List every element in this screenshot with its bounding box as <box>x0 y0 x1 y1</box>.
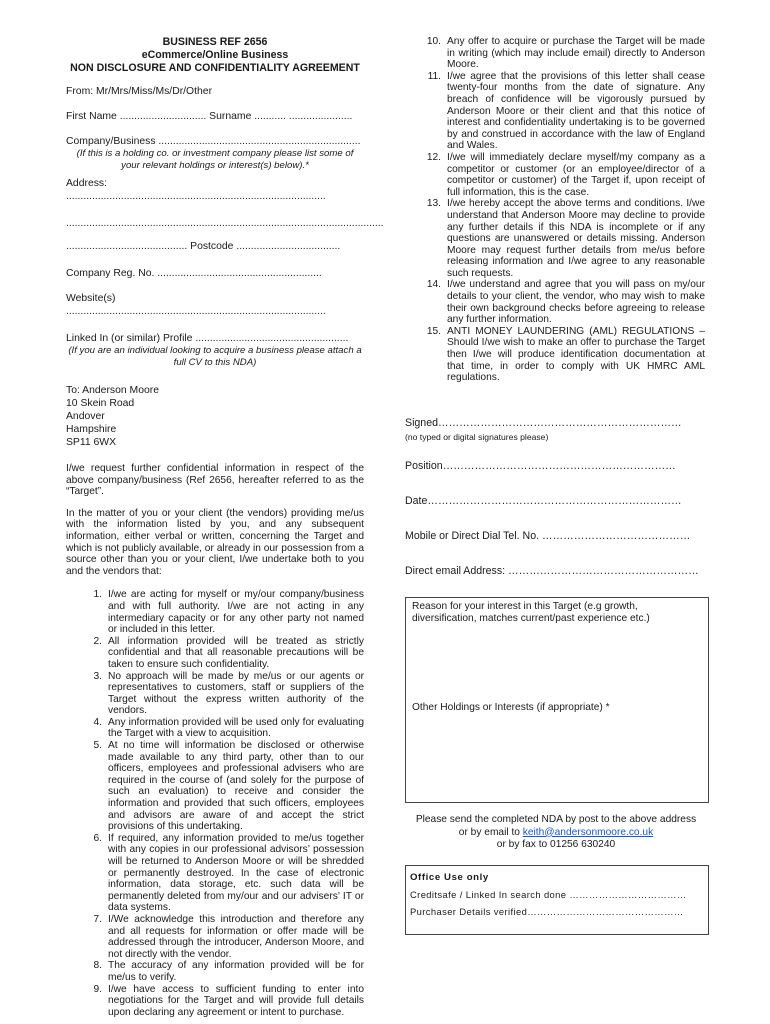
term-number: 12. <box>426 151 441 163</box>
term-number: 8. <box>93 960 102 972</box>
date-field[interactable]: Date……………………………………………………………… <box>405 495 682 507</box>
address-line: Hampshire <box>66 424 117 435</box>
term-text: Any offer to acquire or purchase the Target will be made in writing (which may include email) directly to Anderson Moore. <box>447 36 705 71</box>
left-column <box>66 36 384 1018</box>
term-number: 10. <box>426 36 441 47</box>
term-number: 9. <box>93 983 102 995</box>
purchaser-line: Purchaser Details verified………………………………………… <box>410 906 684 917</box>
term-item <box>66 984 364 1019</box>
term-text: The accuracy of any information provided will be for me/us to verify. <box>108 960 364 983</box>
term-number: 15. <box>426 325 441 337</box>
term-text: I/we have access to sufficient funding to enter into negotiations for the Target and will provide full details upon declaring any agreement or intent to purchase. <box>108 983 364 1018</box>
signed-field[interactable]: Signed…………………………………………………………… <box>405 417 682 429</box>
term-item <box>66 717 364 740</box>
term-text: I/we understand and agree that you will pass on my/our details to your client, the vendor, who may wish to make their own background checks before agreeing to release any further information. <box>447 279 705 326</box>
address-line: SP11 6WX <box>66 437 117 448</box>
term-item <box>405 71 705 152</box>
email-field[interactable]: Direct email Address: ……………………………………………… <box>405 565 699 577</box>
signature-note: (no typed or digital signatures please) <box>405 432 549 442</box>
term-number: 1. <box>93 589 102 601</box>
request-paragraph: I/we request further confidential information in respect of the above company/business (Ref 2656, hereafter referred to as the “Target”. <box>66 463 364 498</box>
address-line: To: Anderson Moore <box>66 385 159 396</box>
term-number: 11. <box>427 70 441 82</box>
term-item <box>405 198 705 279</box>
term-item <box>405 326 705 384</box>
creditsafe-line: Creditsafe / Linked In search done ……………………………… <box>410 889 687 900</box>
term-number: 13. <box>426 198 441 210</box>
address-line2-field[interactable]: .............................................................................................................. <box>66 218 384 229</box>
website-field[interactable]: Website(s) .......................................................................................... <box>66 293 326 317</box>
holdings-label: Other Holdings or Interests (if appropriate) * <box>412 702 610 713</box>
phone-field[interactable]: Mobile or Direct Dial Tel. No. …………………………………… <box>405 530 691 542</box>
term-item <box>405 36 705 71</box>
signature-section <box>405 417 710 578</box>
term-number: 3. <box>93 670 102 682</box>
term-item <box>66 833 364 914</box>
term-text: Any information provided will be used only for evaluating the Target with a view to acquisition. <box>108 716 364 740</box>
term-text: At no time will information be disclosed or otherwise made available to any third party, other than to our officers, employees and professional advisers who are required in the course of (and solely for the purpose of such an evaluation) to receive and consider the information and provided that such officers, employees and advisors are aware of and accept the strict provisions of this undertaking. <box>108 740 364 833</box>
company-reg-field[interactable]: Company Reg. No. ......................................................... <box>66 268 322 279</box>
address-field[interactable]: Address: .......................................................................................... <box>66 178 326 202</box>
send-line2 <box>400 827 712 840</box>
document-subtitle: eCommerce/Online Business <box>141 49 289 61</box>
linkedin-note: (If you are an individual looking to acquire a business please attach a full CV to this NDA) <box>68 345 362 368</box>
term-item <box>66 671 364 717</box>
term-text: If required, any information provided to me/us together with any copies in our professional advisors’ possession will be returned to Anderson Moore or will be shredded or permanently destroyed. In the case of electronic information, data storage, etc. such data will be permanently deleted from my/our and our advisers’ IT or data systems. <box>108 832 364 914</box>
term-item <box>66 914 364 960</box>
term-item <box>405 279 705 325</box>
name-field[interactable]: First Name .............................. Surname ........... ...................... <box>66 111 353 122</box>
term-text: ANTI MONEY LAUNDERING (AML) REGULATIONS – Should I/we wish to make an offer to purchase the Target then I/we will produce identification documentation at that time, in order to comply with UK HMRC AML regulations. <box>447 325 705 384</box>
office-use-box <box>405 865 709 935</box>
term-text: I/We acknowledge this introduction and therefore any and all requests for information or offer made will be addressed through the introducer, Anderson Moore, and not directly with the vendor. <box>108 913 364 960</box>
term-number: 5. <box>93 740 102 752</box>
term-number: 2. <box>93 635 102 647</box>
term-item <box>66 636 364 671</box>
term-number: 7. <box>93 913 102 925</box>
term-item <box>405 152 705 198</box>
term-number: 4. <box>93 716 102 728</box>
office-heading: Office Use only <box>410 872 489 883</box>
term-text: All information provided will be treated as strictly confidential and that all reasonable precautions will be taken to ensure such confidentiality. <box>108 635 364 670</box>
send-instructions <box>400 814 712 852</box>
term-text: No approach will be made by me/us or our agents or representatives to customers, staff or suppliers of the Target without the express written authority of the vendors. <box>108 670 364 717</box>
term-item <box>66 960 364 983</box>
right-column <box>405 36 705 384</box>
recipient-address <box>66 384 364 449</box>
from-field[interactable]: From: Mr/Mrs/Miss/Ms/Dr/Other <box>66 86 213 97</box>
term-text: I/we are acting for myself or my/our company/business and with full authority. I/we are not acting in any intermediary capacity or for any other party not named or included in this letter. <box>108 589 364 636</box>
term-text: I/we agree that the provisions of this letter shall cease twenty-four months from the date of signature. Any breach of confidence will be vigorously pursued by Anderson Moore or their client and that this notice of interest and confidentiality undertaking is to be governed by and construed in accordance with the law of England and Wales. <box>447 70 705 152</box>
address-line: 10 Skein Road <box>66 398 135 409</box>
send-line1: Please send the completed NDA by post to the above address <box>415 814 697 825</box>
position-field[interactable]: Position………………………………………………………… <box>405 460 676 472</box>
send-email-prefix: or by email to <box>458 826 523 838</box>
term-number: 6. <box>93 832 102 844</box>
term-item <box>66 589 364 635</box>
term-item <box>66 740 364 833</box>
company-note: (If this is a holding co. or investment company please list some of your relevant holdings or interest(s) below).* <box>76 148 354 171</box>
terms-list-left <box>66 589 364 1018</box>
send-line3: or by fax to 01256 630240 <box>496 839 616 851</box>
term-text: I/we will immediately declare myself/my company as a competitor or customer (or an employee/director of a competitor or customer) of the Target if, upon receipt of full information, this is the case. <box>447 151 705 198</box>
reason-label: Reason for your interest in this Target (e.g growth, diversification, matches current/past experience etc.) <box>412 601 650 624</box>
terms-list-right <box>405 36 705 384</box>
term-number: 14. <box>426 279 441 291</box>
business-ref: BUSINESS REF 2656 <box>162 36 268 48</box>
term-text: I/we hereby accept the above terms and conditions. I/we understand that Anderson Moore may decline to provide any further details if this NDA is incomplete or if any questions are unanswered or details missing. Anderson Moore may request further details from me/us before releasing information and I/we agree to any reasonable such requests. <box>447 198 705 279</box>
reason-box[interactable] <box>405 597 709 803</box>
document-title: NON DISCLOSURE AND CONFIDENTIALITY AGREEMENT <box>70 62 360 74</box>
company-field[interactable]: Company/Business ...................................................................... <box>66 136 361 147</box>
address-line: Andover <box>66 411 105 422</box>
postcode-field[interactable]: .......................................... Postcode .................................... <box>66 241 341 252</box>
linkedin-field[interactable]: Linked In (or similar) Profile ..................................................... <box>66 333 349 344</box>
undertaking-paragraph: In the matter of you or your client (the vendors) providing me/us with the information listed by you, and any subsequent information, either verbal or written, concerning the Target and which is not publicly available, or already in our possession from a source other than you or your client, I/we undertake both to you and the vendors that: <box>66 507 364 577</box>
email-link[interactable]: keith@andersonmoore.co.uk <box>522 826 654 838</box>
